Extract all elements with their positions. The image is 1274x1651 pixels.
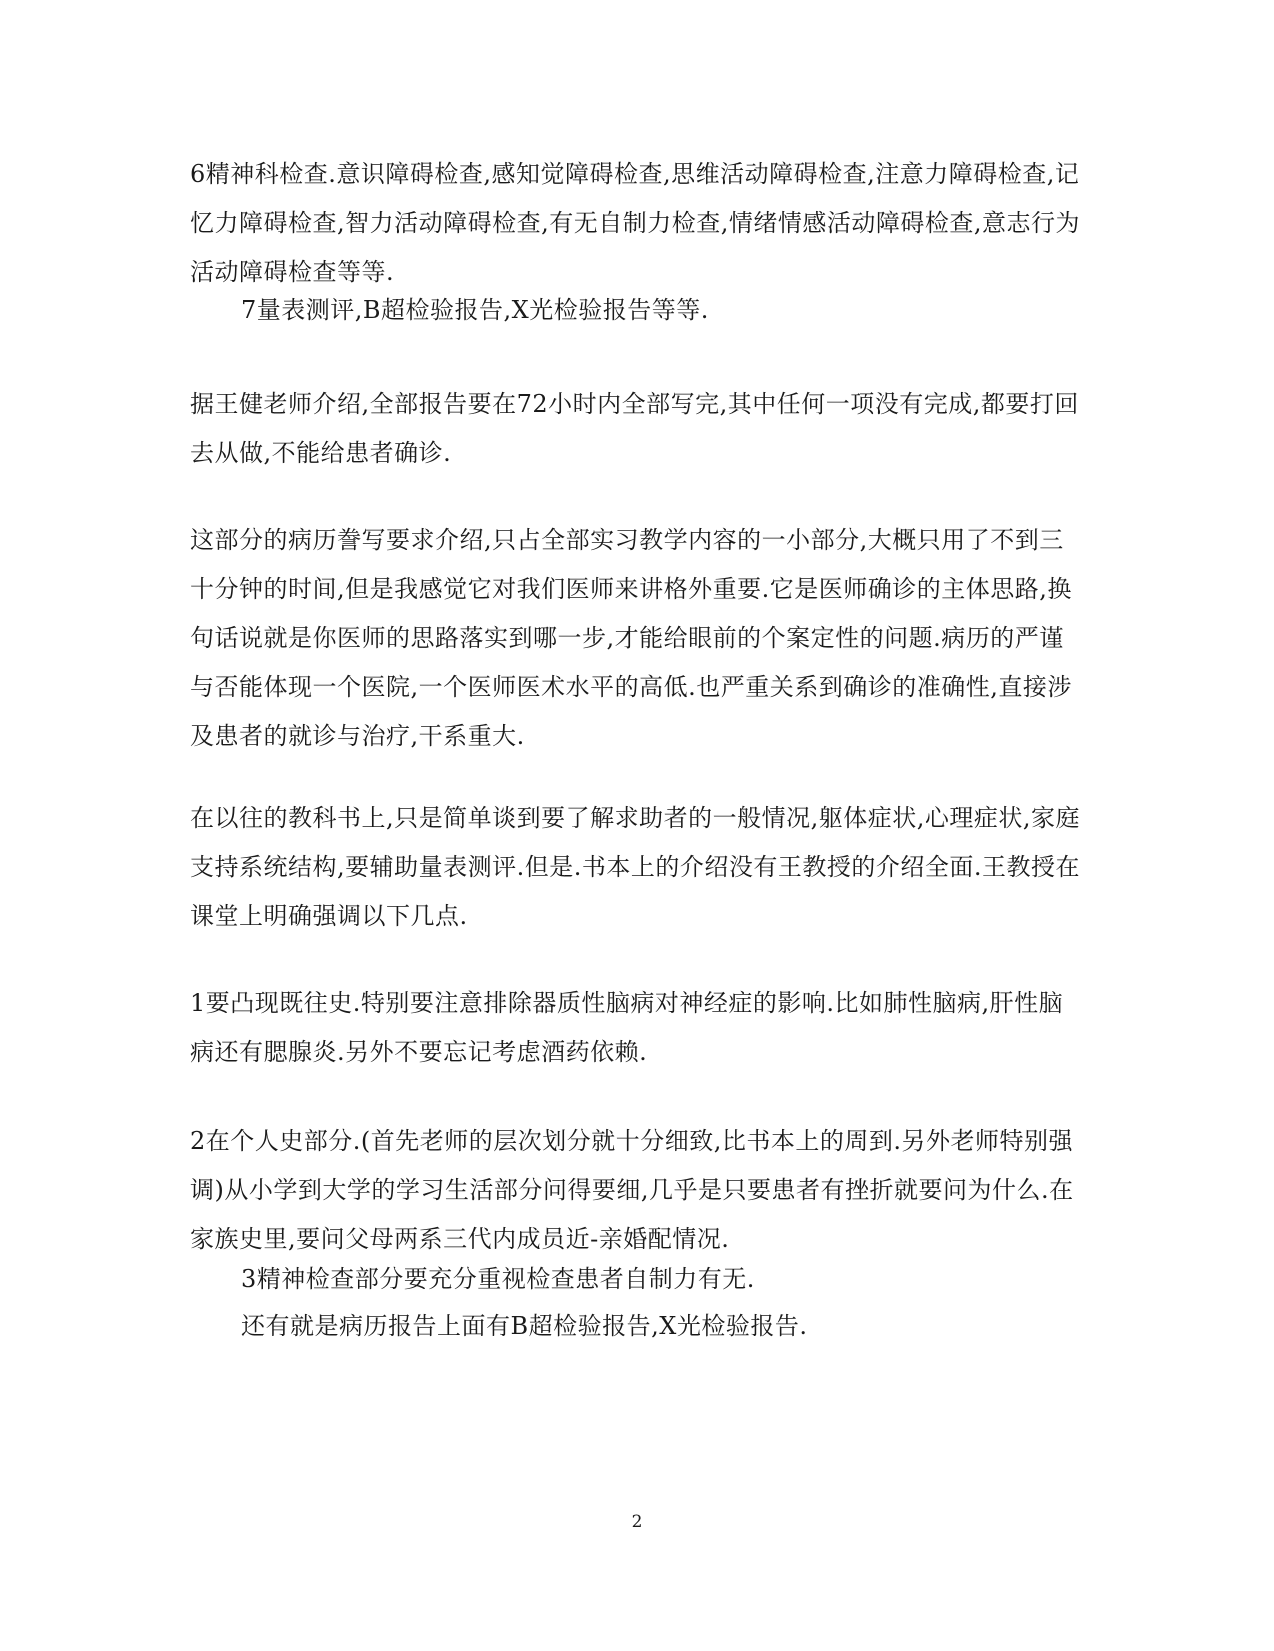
paragraph-point-1: 1要凸现既往史.特别要注意排除器质性脑病对神经症的影响.比如肺性脑病,肝性脑病还有腮腺炎.另外不要忘记考虑酒药依赖.	[190, 989, 1064, 1066]
paragraph-medical-record-importance: 这部分的病历誊写要求介绍,只占全部实习教学内容的一小部分,大概只用了不到三十分钟的时间,但是我感觉它对我们医师来讲格外重要.它是医师确诊的主体思路,换句话说就是你医师的思路落实到哪一步,才能给眼前的个案定性的问题.病历的严谨与否能体现一个医院,一个医师医术水平的高低.也严重关系到确诊的准确性,直接涉及患者的就诊与治疗,干系重大.	[190, 526, 1072, 750]
paragraph-textbook-comparison: 在以往的教科书上,只是简单谈到要了解求助者的一般情况,躯体症状,心理症状,家庭支持系统结构,要辅助量表测评.但是.书本上的介绍没有王教授的介绍全面.王教授在课堂上明确强调以下几点.	[190, 804, 1081, 930]
paragraph-point-2: 2在个人史部分.(首先老师的层次划分就十分细致,比书本上的周到.另外老师特别强调)从小学到大学的学习生活部分问得要细,几乎是只要患者有挫折就要问为什么.在家族史里,要问父母两系三代内成员近-亲婚配情况.	[190, 1127, 1074, 1253]
paragraph-psychiatric-exam: 6精神科检查.意识障碍检查,感知觉障碍检查,思维活动障碍检查,注意力障碍检查,记忆力障碍检查,智力活动障碍检查,有无自制力检查,情绪情感活动障碍检查,意志行为活动障碍检查等等.	[190, 160, 1081, 286]
paragraph-point-3: 3精神检查部分要充分重视检查患者自制力有无.	[241, 1265, 755, 1293]
paragraph-scale-assessment: 7量表测评,B超检验报告,X光检验报告等等.	[241, 296, 709, 324]
page-number: 2	[631, 1512, 643, 1532]
paragraph-lab-reports: 还有就是病历报告上面有B超检验报告,X光检验报告.	[241, 1312, 808, 1340]
paragraph-report-deadline: 据王健老师介绍,全部报告要在72小时内全部写完,其中任何一项没有完成,都要打回去从做,不能给患者确诊.	[190, 390, 1079, 467]
